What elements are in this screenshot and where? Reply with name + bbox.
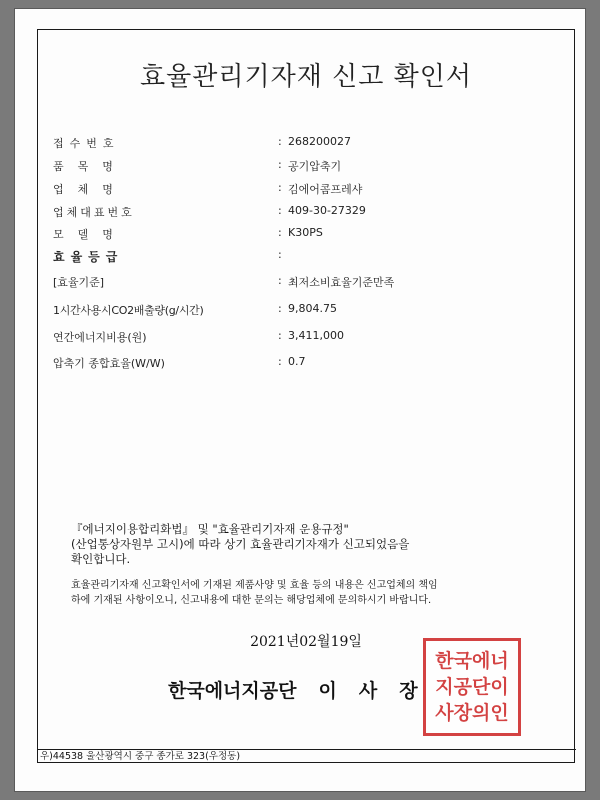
seal-line: 한국에너 bbox=[435, 650, 509, 672]
field-value: 0.7 bbox=[288, 355, 306, 368]
footer-address: 우)44538 울산광역시 중구 종가로 323(우정동) bbox=[37, 749, 576, 763]
field-label: 업체명 bbox=[53, 183, 127, 196]
field-colon: : bbox=[278, 248, 282, 261]
official-seal-stamp bbox=[423, 638, 521, 736]
field-value: 김에어콤프레샤 bbox=[288, 183, 363, 196]
issuer-title: 이사장 bbox=[318, 680, 440, 702]
field-colon: : bbox=[278, 355, 282, 368]
issuer-organization: 한국에너지공단 bbox=[168, 680, 297, 702]
field-label: 1시간사용시CO2배출량(g/시간) bbox=[53, 304, 204, 317]
seal-line: 지공단이 bbox=[435, 676, 509, 698]
statement-line: (산업통상자원부 고시)에 따라 상기 효율관리기자재가 신고되었음을 bbox=[71, 537, 410, 551]
document-title: 효율관리기자재 신고 확인서 bbox=[140, 62, 472, 92]
field-label: 업체대표번호 bbox=[53, 206, 135, 219]
issuer-signature-line bbox=[168, 676, 440, 703]
field-colon: : bbox=[278, 181, 282, 194]
field-colon: : bbox=[278, 135, 282, 148]
document-border bbox=[37, 29, 575, 763]
field-value: 3,411,000 bbox=[288, 329, 344, 342]
field-colon: : bbox=[278, 274, 282, 287]
note-line: 하에 기재된 사항이오니, 신고내용에 대한 문의는 해당업체에 문의하시기 바랍니다. bbox=[71, 595, 432, 606]
statement-line: 확인합니다. bbox=[71, 552, 131, 566]
field-value: 최저소비효율기준만족 bbox=[288, 276, 395, 289]
field-label: 연간에너지비용(원) bbox=[53, 331, 147, 344]
field-colon: : bbox=[278, 226, 282, 239]
field-colon: : bbox=[278, 158, 282, 171]
field-label: 효율등급 bbox=[53, 250, 124, 264]
confirmation-statement bbox=[71, 522, 541, 567]
field-label: 압축기 종합효율(W/W) bbox=[53, 357, 165, 370]
field-colon: : bbox=[278, 204, 282, 217]
field-label: [효율기준] bbox=[53, 276, 105, 289]
field-colon: : bbox=[278, 302, 282, 315]
statement-line: 『에너지이용합리화법』 및 "효율관리기자재 운용규정" bbox=[71, 522, 349, 536]
field-label: 품목명 bbox=[53, 160, 127, 173]
field-colon: : bbox=[278, 329, 282, 342]
field-label: 모델명 bbox=[53, 228, 127, 241]
field-label: 접수번호 bbox=[53, 137, 120, 150]
field-value: 268200027 bbox=[288, 135, 351, 148]
seal-line: 사장의인 bbox=[435, 702, 509, 724]
field-value: K30PS bbox=[288, 226, 323, 239]
document-page bbox=[15, 9, 585, 791]
field-value: 9,804.75 bbox=[288, 302, 337, 315]
issue-date: 2021년02월19일 bbox=[250, 634, 362, 650]
note-line: 효율관리기자재 신고확인서에 기재된 제품사양 및 효율 등의 내용은 신고업체의 책임 bbox=[71, 580, 438, 591]
responsibility-note bbox=[71, 578, 549, 608]
field-value: 공기압축기 bbox=[288, 160, 342, 173]
field-value: 409-30-27329 bbox=[288, 204, 366, 217]
